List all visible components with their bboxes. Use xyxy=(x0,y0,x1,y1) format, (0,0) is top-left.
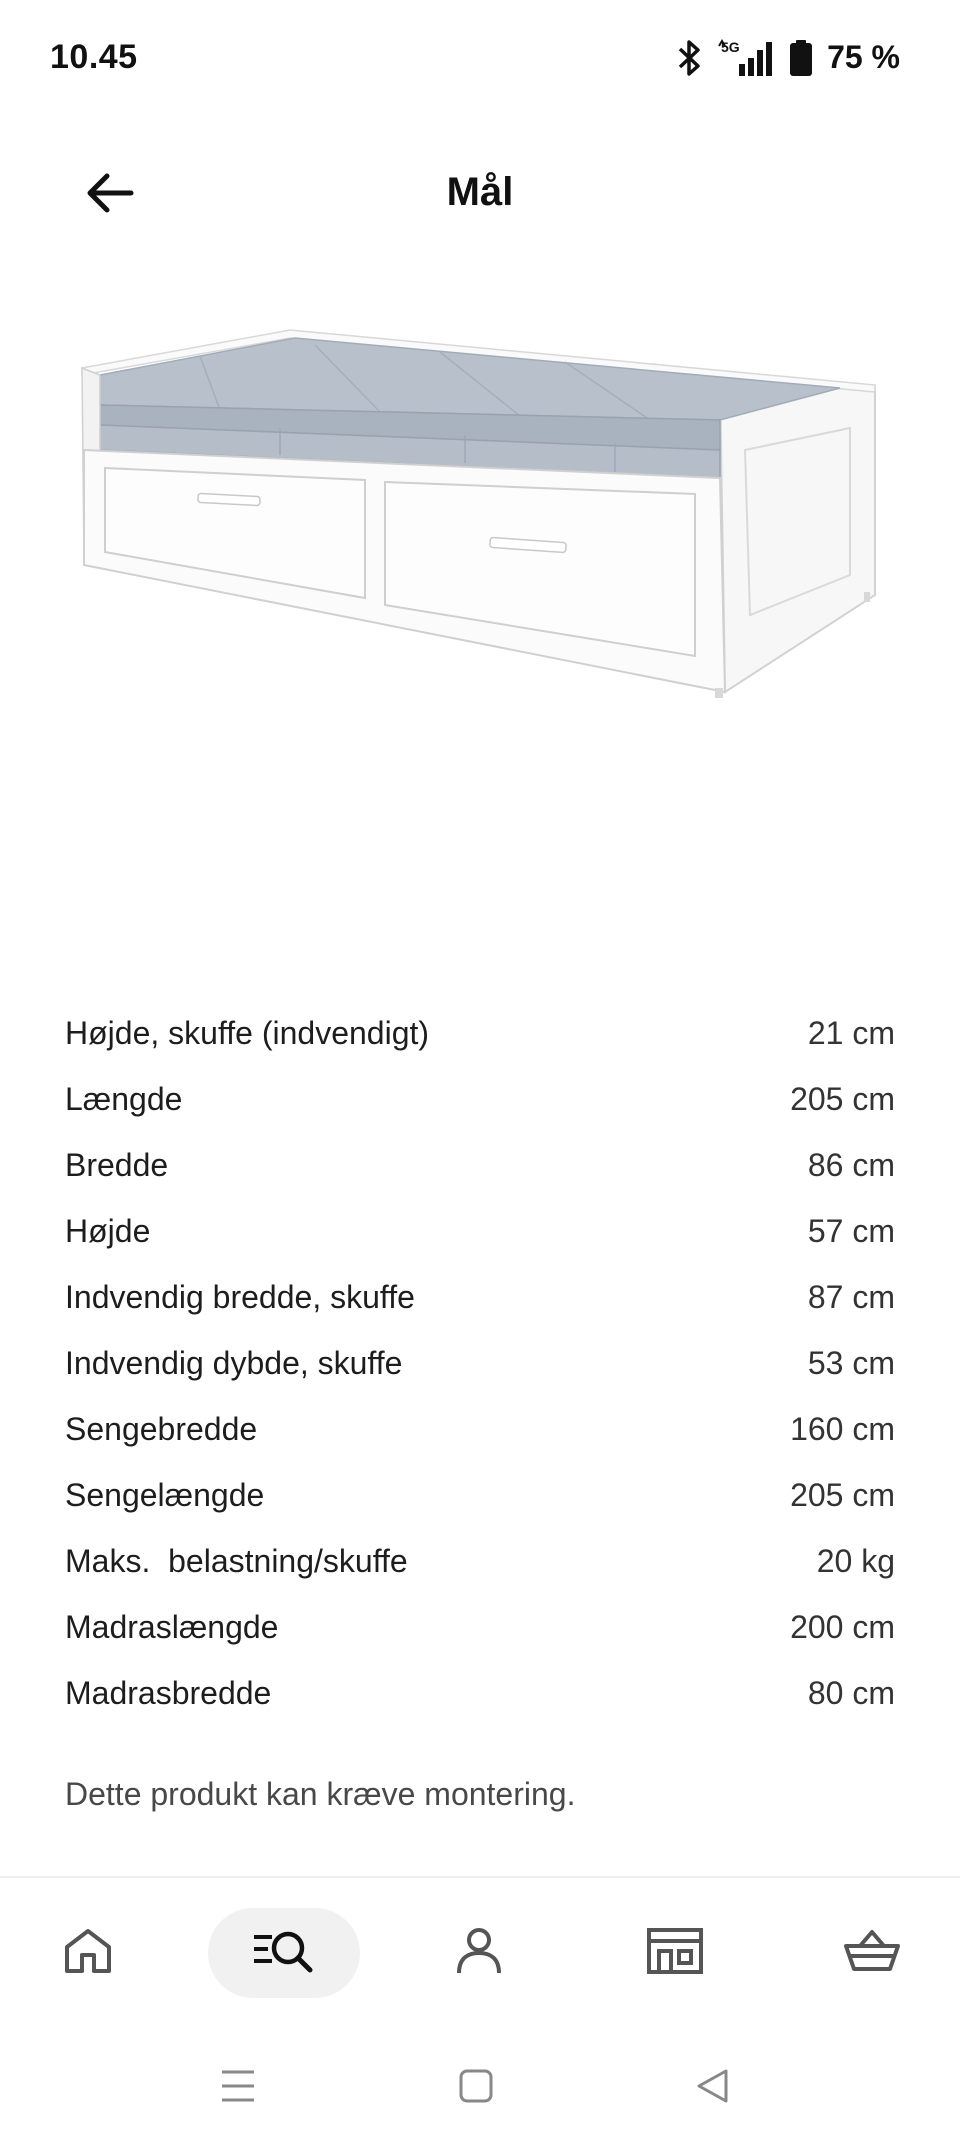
dimension-value: 205 cm xyxy=(790,1080,895,1117)
home-square-icon xyxy=(458,2068,494,2109)
dimension-label: Sengebredde xyxy=(65,1410,258,1447)
signal-5g-icon xyxy=(717,38,775,78)
dimension-row xyxy=(65,1132,895,1198)
status-bar xyxy=(0,0,960,115)
system-home-button[interactable] xyxy=(441,2058,511,2118)
assembly-note: Dette produkt kan kræve montering. xyxy=(65,1776,576,1812)
store-icon xyxy=(646,1927,704,1980)
dimension-label: Maks. belastning/skuffe xyxy=(65,1542,408,1579)
dimension-value: 57 cm xyxy=(807,1212,895,1249)
back-triangle-icon xyxy=(694,2067,730,2110)
dimension-row xyxy=(65,1660,895,1726)
dimension-value: 160 cm xyxy=(790,1410,895,1447)
nav-browse[interactable] xyxy=(208,1908,360,1998)
svg-text:5G: 5G xyxy=(721,38,740,55)
dimension-row xyxy=(65,1528,895,1594)
system-menu-button[interactable] xyxy=(203,2058,273,2118)
bluetooth-icon xyxy=(677,39,703,77)
dimension-row xyxy=(65,1462,895,1528)
dimension-row xyxy=(65,1000,895,1066)
status-icons xyxy=(677,38,900,78)
dimensions-list xyxy=(65,1000,895,1726)
system-back-button[interactable] xyxy=(677,2058,747,2118)
dimension-row xyxy=(65,1594,895,1660)
battery-icon xyxy=(789,39,813,77)
dimension-value: 205 cm xyxy=(790,1476,895,1513)
dimension-value: 80 cm xyxy=(807,1674,895,1711)
menu-icon xyxy=(218,2068,258,2109)
dimension-row xyxy=(65,1330,895,1396)
dimension-label: Bredde xyxy=(65,1146,169,1183)
home-icon xyxy=(63,1927,113,1980)
dimension-value: 21 cm xyxy=(807,1014,895,1051)
dimension-value: 87 cm xyxy=(807,1278,895,1315)
profile-icon xyxy=(454,1926,504,1981)
system-nav xyxy=(0,2028,960,2146)
dimension-label: Sengelængde xyxy=(65,1476,265,1513)
bottom-nav xyxy=(0,1878,960,2028)
dimension-value: 200 cm xyxy=(790,1608,895,1645)
dimension-label: Madraslængde xyxy=(65,1608,279,1645)
nav-basket[interactable] xyxy=(797,1908,947,1998)
dimension-label: Længde xyxy=(65,1080,183,1117)
dimension-value: 86 cm xyxy=(807,1146,895,1183)
dimension-value: 20 kg xyxy=(816,1542,895,1579)
dimension-value: 53 cm xyxy=(807,1344,895,1381)
battery-percentage: 75 % xyxy=(827,39,900,75)
dimension-label: Indvendig bredde, skuffe xyxy=(65,1278,415,1315)
dimension-row xyxy=(65,1264,895,1330)
dimension-row xyxy=(65,1066,895,1132)
page-title: Mål xyxy=(446,170,514,214)
dimension-label: Højde xyxy=(65,1212,151,1249)
search-browse-icon xyxy=(252,1927,316,1980)
basket-icon xyxy=(843,1927,901,1980)
nav-home[interactable] xyxy=(13,1908,163,1998)
product-image xyxy=(70,300,890,720)
dimension-row xyxy=(65,1198,895,1264)
status-time: 10.45 xyxy=(50,38,138,76)
nav-store[interactable] xyxy=(600,1908,750,1998)
dimension-label: Højde, skuffe (indvendigt) xyxy=(65,1014,430,1051)
header xyxy=(0,140,960,250)
daybed-with-drawers-image xyxy=(70,300,890,720)
nav-profile[interactable] xyxy=(404,1908,554,1998)
dimension-row xyxy=(65,1396,895,1462)
dimension-label: Madrasbredde xyxy=(65,1674,272,1711)
dimension-label: Indvendig dybde, skuffe xyxy=(65,1344,403,1381)
